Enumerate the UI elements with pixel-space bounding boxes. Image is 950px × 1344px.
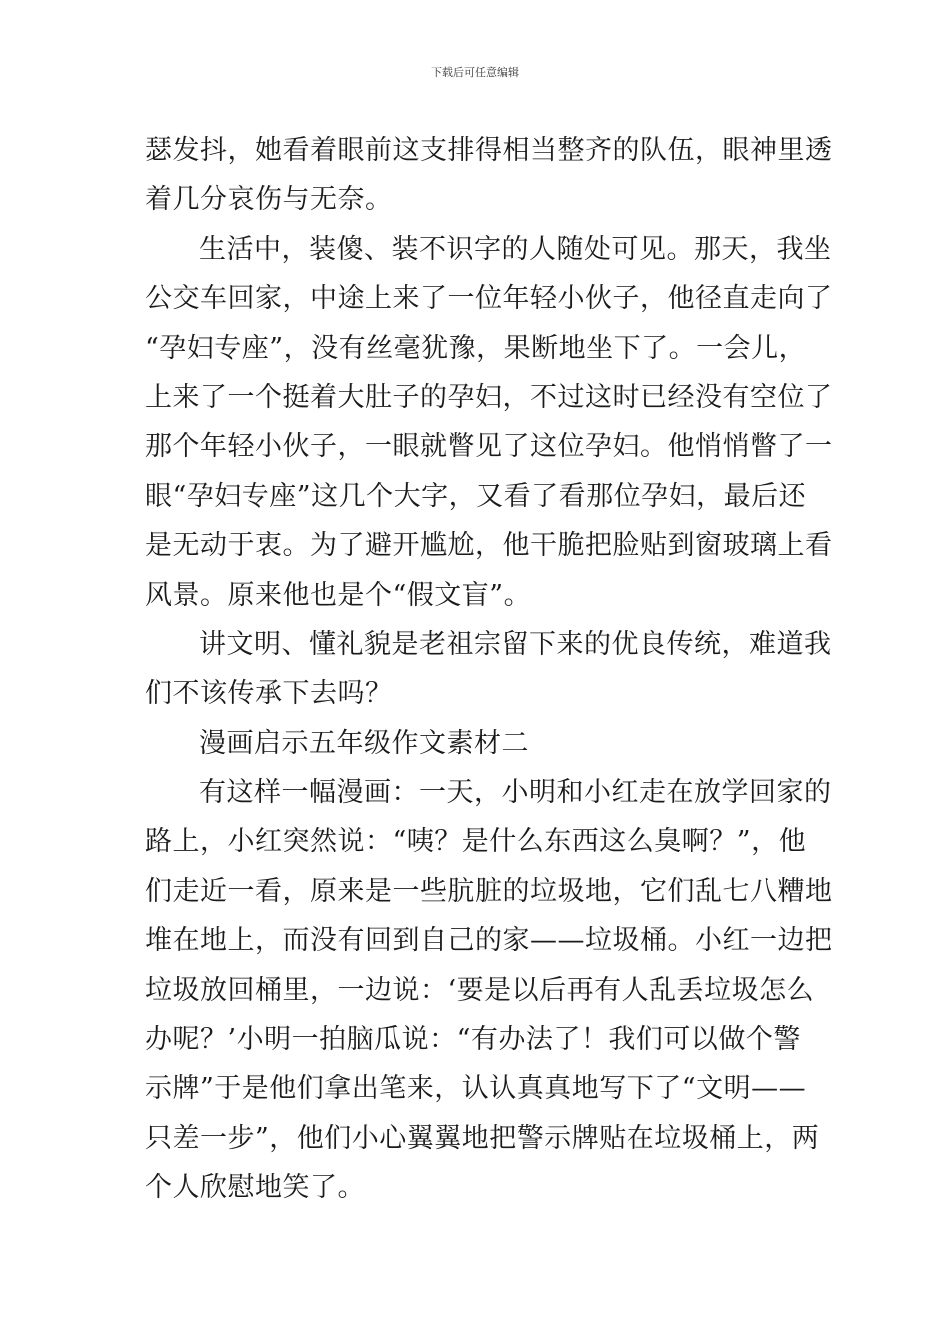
text-line: 垃圾放回桶里，一边说：‘要是以后再有人乱丢垃圾怎么 [145, 974, 815, 1006]
paragraph-start-line: 生活中，装傻、装不识字的人随处可见。那天，我坐 [199, 233, 832, 265]
text-line: 只差一步”，他们小心翼翼地把警示牌贴在垃圾桶上，两 [145, 1122, 820, 1154]
text-line: 路上，小红突然说：“咦？是什么东西这么臭啊？”，他 [145, 826, 807, 858]
text-line: 堆在地上，而没有回到自己的家——垃圾桶。小红一边把 [145, 925, 833, 957]
paragraph-start-line: 讲文明、懂礼貌是老祖宗留下来的优良传统，难道我 [199, 628, 832, 660]
text-line: 着几分哀伤与无奈。 [145, 184, 393, 216]
text-line: 上来了一个挺着大肚子的孕妇，不过这时已经没有空位了 [145, 381, 833, 413]
text-line: 们不该传承下去吗？ [145, 678, 393, 710]
text-line: 瑟发抖，她看着眼前这支排得相当整齐的队伍，眼神里透 [145, 135, 833, 166]
text-line: 那个年轻小伙子，一眼就瞥见了这位孕妇。他悄悄瞥了一 [145, 431, 833, 463]
text-line: 们走近一看，原来是一些肮脏的垃圾地，它们乱七八糟地 [145, 875, 833, 907]
document-body [145, 126, 833, 1213]
text-line: 个人欣慰地笑了。 [145, 1172, 365, 1204]
text-line: 风景。原来他也是个“假文盲”。 [145, 579, 532, 611]
text-line: 眼“孕妇专座”这几个大字，又看了看那位孕妇，最后还 [145, 480, 807, 512]
section-heading: 漫画启示五年级作文素材二 [199, 727, 529, 759]
text-line: “孕妇专座”，没有丝毫犹豫，果断地坐下了。一会儿， [145, 332, 807, 364]
page-header-note: 下载后可任意编辑 [431, 66, 519, 79]
text-line: 办呢？’小明一拍脑瓜说：“有办法了！我们可以做个警 [145, 1024, 801, 1056]
text-line: 示牌”于是他们拿出笔来，认认真真地写下了“文明—— [145, 1073, 807, 1105]
text-line: 是无动于衷。为了避开尴尬，他干脆把脸贴到窗玻璃上看 [145, 530, 833, 562]
text-line: 公交车回家，中途上来了一位年轻小伙子，他径直走向了 [145, 283, 833, 315]
paragraph-start-line: 有这样一幅漫画：一天，小明和小红走在放学回家的 [199, 777, 832, 809]
